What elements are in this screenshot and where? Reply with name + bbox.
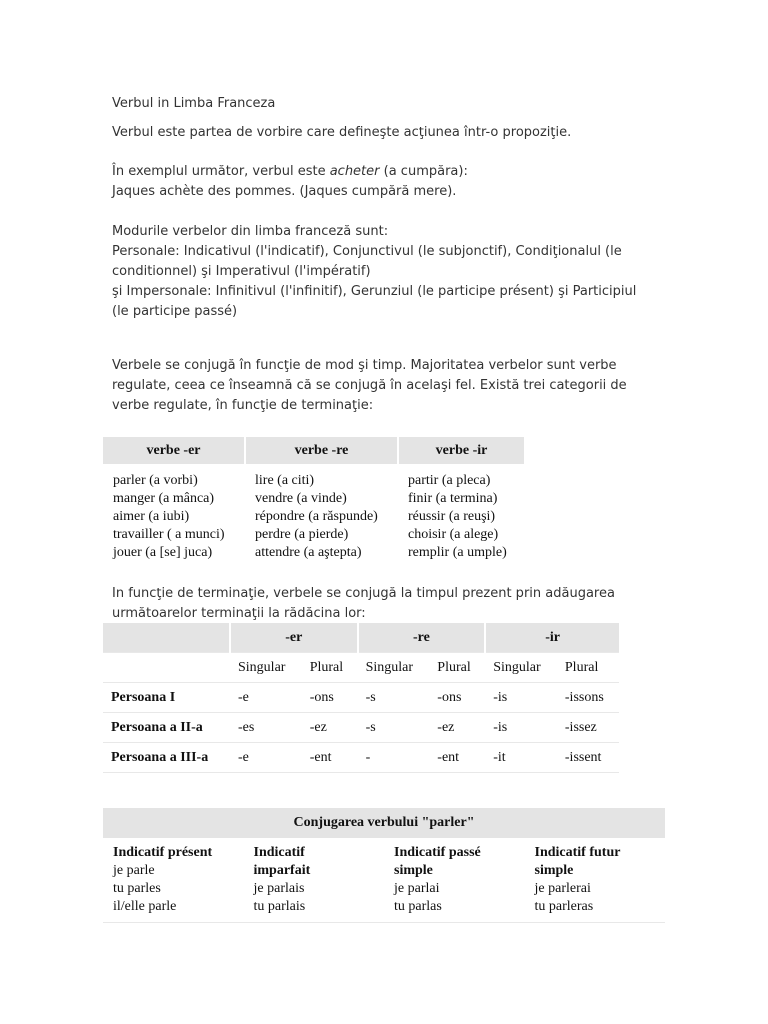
ending-cell: -s bbox=[358, 713, 430, 743]
ending-cell: -es bbox=[230, 713, 302, 743]
endings-line: In funcţie de terminaţie, verbele se conjugă la timpul prezent prin adăugarea bbox=[112, 586, 615, 601]
column-header: verbe -ir bbox=[398, 437, 524, 464]
ending-cell: -s bbox=[358, 683, 430, 713]
endings-line: următoarelor terminaţii la rădăcina lor: bbox=[112, 606, 366, 621]
tense-column bbox=[103, 838, 244, 923]
ending-cell: -is bbox=[485, 683, 557, 713]
example-verb: acheter bbox=[329, 164, 380, 179]
row-label: Persoana I bbox=[103, 683, 230, 713]
subheader-plural: Plural bbox=[302, 653, 358, 683]
moduri-line: (le participe passé) bbox=[112, 304, 238, 319]
example-block bbox=[112, 162, 468, 202]
moduri-line: Personale: Indicativul (l'indicatif), Conjunctivul (le subjonctif), Condiţionalul (le bbox=[112, 244, 622, 259]
tense-column bbox=[525, 838, 666, 923]
empty-cell bbox=[103, 653, 230, 683]
column-header: verbe -re bbox=[245, 437, 398, 464]
verb-entry: perdre (a pierde) bbox=[255, 527, 349, 542]
subheader-plural: Plural bbox=[557, 653, 619, 683]
verb-entry: choisir (a alege) bbox=[408, 527, 499, 542]
group-header-re: -re bbox=[358, 623, 486, 653]
moduri-line: conditionnel) şi Imperativul (l'impératif) bbox=[112, 264, 371, 279]
tense-heading-2: simple bbox=[534, 863, 574, 878]
verb-entry: aimer (a iubi) bbox=[113, 509, 190, 524]
verb-entry: réussir (a reuşi) bbox=[408, 509, 496, 524]
conjugation-form: je parlerai bbox=[534, 881, 591, 896]
ending-cell: -ent bbox=[302, 743, 358, 773]
ending-cell: -issez bbox=[557, 713, 619, 743]
moduri-heading: Modurile verbelor din limba franceză sunt: bbox=[112, 224, 389, 239]
tense-heading-2: imparfait bbox=[253, 863, 311, 878]
verb-entry: attendre (a aştepta) bbox=[255, 545, 362, 560]
verb-entry: manger (a mânca) bbox=[113, 491, 215, 506]
ending-cell: -ez bbox=[429, 713, 485, 743]
conjugation-form: je parlai bbox=[394, 881, 440, 896]
ending-cell: - bbox=[358, 743, 430, 773]
tense-column bbox=[384, 838, 525, 923]
parler-conjugation-table bbox=[103, 808, 665, 923]
ending-cell: -e bbox=[230, 743, 302, 773]
tense-heading: Indicatif passé bbox=[394, 845, 481, 860]
verbs-ir-cell bbox=[398, 464, 524, 570]
verb-entry: lire (a citi) bbox=[255, 473, 315, 488]
conjugation-form: tu parles bbox=[113, 881, 161, 896]
verbs-er-cell bbox=[103, 464, 245, 570]
table-row bbox=[103, 743, 619, 773]
ending-cell: -issons bbox=[557, 683, 619, 713]
tense-heading: Indicatif présent bbox=[113, 845, 213, 860]
verb-entry: parler (a vorbi) bbox=[113, 473, 198, 488]
ending-cell: -is bbox=[485, 713, 557, 743]
example-line-1 bbox=[112, 162, 468, 182]
endings-table bbox=[103, 623, 619, 773]
group-header-er: -er bbox=[230, 623, 358, 653]
subheader-plural: Plural bbox=[429, 653, 485, 683]
verbs-re-cell bbox=[245, 464, 398, 570]
verb-entry: jouer (a [se] juca) bbox=[113, 545, 213, 560]
tense-heading: Indicatif futur bbox=[534, 845, 621, 860]
verb-categories-table bbox=[103, 437, 524, 570]
moduri-block bbox=[112, 222, 636, 322]
tense-column bbox=[244, 838, 385, 923]
example-line-2: Jaques achète des pommes. (Jaques cumpără mere). bbox=[112, 184, 457, 199]
ending-cell: -ent bbox=[429, 743, 485, 773]
conjugation-form: tu parlas bbox=[394, 899, 442, 914]
row-label: Persoana a II-a bbox=[103, 713, 230, 743]
conjugation-form: tu parleras bbox=[534, 899, 594, 914]
table-row bbox=[103, 713, 619, 743]
conjugare-intro bbox=[112, 356, 627, 416]
subheader-singular: Singular bbox=[230, 653, 302, 683]
verb-entry: remplir (a umple) bbox=[408, 545, 507, 560]
ending-cell: -ez bbox=[302, 713, 358, 743]
tense-heading: Indicatif bbox=[253, 845, 305, 860]
moduri-line: şi Impersonale: Infinitivul (l'infinitif), Gerunziul (le participe présent) şi Participiul bbox=[112, 284, 637, 299]
conjugare-line: verbe regulate, în funcţie de terminaţie: bbox=[112, 398, 374, 413]
table-row bbox=[103, 683, 619, 713]
tense-heading-2: simple bbox=[394, 863, 433, 878]
empty-header bbox=[103, 623, 230, 653]
conjugare-line: regulate, ceea ce înseamnă că se conjugă în acelaşi fel. Există trei categorii de bbox=[112, 378, 627, 393]
group-header-ir: -ir bbox=[485, 623, 619, 653]
verb-entry: finir (a termina) bbox=[408, 491, 498, 506]
row-label: Persoana a III-a bbox=[103, 743, 230, 773]
conjugare-line: Verbele se conjugă în funcţie de mod şi timp. Majoritatea verbelor sunt verbe bbox=[112, 358, 617, 373]
ending-cell: -ons bbox=[302, 683, 358, 713]
conjugation-form: tu parlais bbox=[253, 899, 306, 914]
table-title: Conjugarea verbului "parler" bbox=[103, 808, 665, 838]
example-text-after: (a cumpăra): bbox=[379, 164, 468, 179]
column-header: verbe -er bbox=[103, 437, 245, 464]
subheader-singular: Singular bbox=[358, 653, 430, 683]
subheader-singular: Singular bbox=[485, 653, 557, 683]
intro-text: Verbul este partea de vorbire care defineşte acţiunea într-o propoziţie. bbox=[112, 125, 572, 140]
verb-entry: travailler ( a munci) bbox=[113, 527, 225, 542]
example-text: În exemplul următor, verbul este bbox=[112, 164, 330, 179]
ending-cell: -issent bbox=[557, 743, 619, 773]
verb-entry: répondre (a răspunde) bbox=[255, 509, 378, 524]
endings-intro bbox=[112, 584, 615, 624]
conjugation-form: il/elle parle bbox=[113, 899, 177, 914]
verb-entry: partir (a pleca) bbox=[408, 473, 491, 488]
ending-cell: -e bbox=[230, 683, 302, 713]
verb-entry: vendre (a vinde) bbox=[255, 491, 347, 506]
conjugation-form: je parlais bbox=[253, 881, 305, 896]
ending-cell: -it bbox=[485, 743, 557, 773]
page-title: Verbul in Limba Franceza bbox=[112, 96, 276, 111]
conjugation-form: je parle bbox=[113, 863, 155, 878]
ending-cell: -ons bbox=[429, 683, 485, 713]
